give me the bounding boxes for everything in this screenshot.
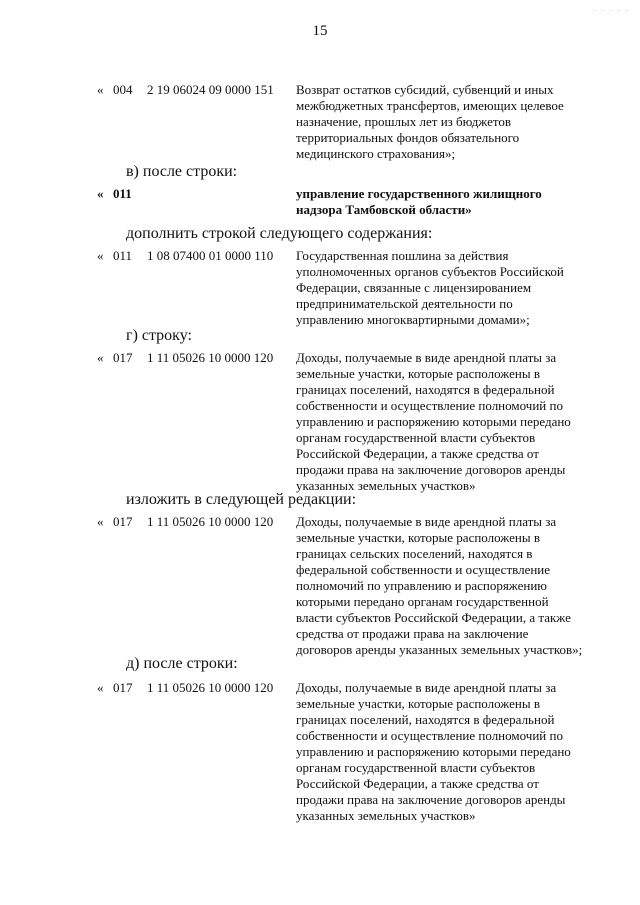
description-line: межбюджетных трансфертов, имеющих целевое — [296, 98, 564, 113]
description-line: предпринимательской деятельности по — [296, 296, 513, 311]
description-line: Доходы, получаемые в виде арендной платы за — [296, 680, 557, 695]
classification-code: 1 08 07400 01 0000 110 — [147, 248, 274, 263]
admin-code: 017 — [113, 514, 133, 529]
description-line: указанных земельных участков» — [296, 808, 476, 823]
opening-quote: « — [97, 680, 104, 695]
description-line: уполномоченных органов субъектов Российской — [296, 264, 564, 279]
opening-quote: « — [97, 186, 104, 201]
row-description — [296, 186, 588, 218]
description-line: управление государственного жилищного — [296, 186, 542, 201]
classification-code: 1 11 05026 10 0000 120 — [147, 680, 274, 695]
description-line: федеральной собственности и осуществление — [296, 562, 551, 577]
description-line: Российской Федерации, а также средства от — [296, 776, 539, 791]
instruction-after-row-v: в) после строки: — [126, 163, 238, 180]
description-line: Доходы, получаемые в виде арендной платы за — [296, 514, 557, 529]
page-number: 15 — [312, 23, 328, 39]
description-line: которыми передано органам государственной — [296, 594, 549, 609]
opening-quote: « — [97, 514, 104, 529]
admin-code: 004 — [113, 82, 133, 97]
description-line: Доходы, получаемые в виде арендной платы за — [296, 350, 557, 365]
classification-code: 1 11 05026 10 0000 120 — [147, 514, 274, 529]
row-description — [296, 514, 588, 658]
description-line: управлению и распоряжению которыми передано — [296, 414, 571, 429]
classification-code: 2 19 06024 09 0000 151 — [147, 82, 274, 97]
description-line: земельные участки, которые расположены в — [296, 696, 540, 711]
description-line: управлению многоквартирными домами»; — [296, 312, 530, 327]
instruction-edit: изложить в следующей редакции: — [126, 491, 357, 508]
description-line: полномочий по управлению и распоряжению — [296, 578, 547, 593]
admin-code: 011 — [113, 186, 132, 201]
row-description — [296, 350, 588, 494]
instruction-after-row-d: д) после строки: — [126, 655, 238, 672]
admin-code: 017 — [113, 680, 133, 695]
admin-code: 017 — [113, 350, 133, 365]
description-line: продажи права на заключение договоров аренды — [296, 462, 566, 477]
description-line: органам государственной власти субъектов — [296, 430, 536, 445]
opening-quote: « — [97, 248, 104, 263]
description-line: средства от продажи права на заключение — [296, 626, 529, 641]
description-line: границах поселений, находятся в федеральной — [296, 382, 555, 397]
description-line: земельные участки, которые расположены в — [296, 366, 540, 381]
row-description — [296, 680, 588, 824]
description-line: управлению и распоряжению которыми передано — [296, 744, 571, 759]
description-line: Государственная пошлина за действия — [296, 248, 509, 263]
description-line: границах поселений, находятся в федеральной — [296, 712, 555, 727]
description-line: границах сельских поселений, находятся в — [296, 546, 533, 561]
classification-code: 1 11 05026 10 0000 120 — [147, 350, 274, 365]
description-line: Федерации, связанные с лицензированием — [296, 280, 532, 295]
description-line: указанных земельных участков» — [296, 478, 476, 493]
description-line: власти субъектов Российской Федерации, а также — [296, 610, 571, 625]
row-description — [296, 248, 588, 328]
description-line: территориальных фондов обязательного — [296, 130, 520, 145]
description-line: собственности и осуществление полномочий по — [296, 728, 563, 743]
opening-quote: « — [97, 82, 104, 97]
description-line: органам государственной власти субъектов — [296, 760, 536, 775]
row-description — [296, 82, 588, 162]
description-line: медицинского страхования»; — [296, 146, 456, 161]
corner-mark: - - - - - — [593, 6, 630, 14]
description-line: Возврат остатков субсидий, субвенций и иных — [296, 82, 554, 97]
opening-quote: « — [97, 350, 104, 365]
instruction-add-row: дополнить строкой следующего содержания: — [126, 225, 433, 242]
description-line: Российской Федерации, а также средства от — [296, 446, 539, 461]
description-line: надзора Тамбовской области» — [296, 202, 472, 217]
instruction-row-g: г) строку: — [126, 327, 192, 344]
description-line: договоров аренды указанных земельных участков»; — [296, 642, 583, 657]
description-line: собственности и осуществление полномочий по — [296, 398, 563, 413]
description-line: земельные участки, которые расположены в — [296, 530, 540, 545]
description-line: назначение, прошлых лет из бюджетов — [296, 114, 512, 129]
admin-code: 011 — [113, 248, 133, 263]
description-line: продажи права на заключение договоров аренды — [296, 792, 566, 807]
